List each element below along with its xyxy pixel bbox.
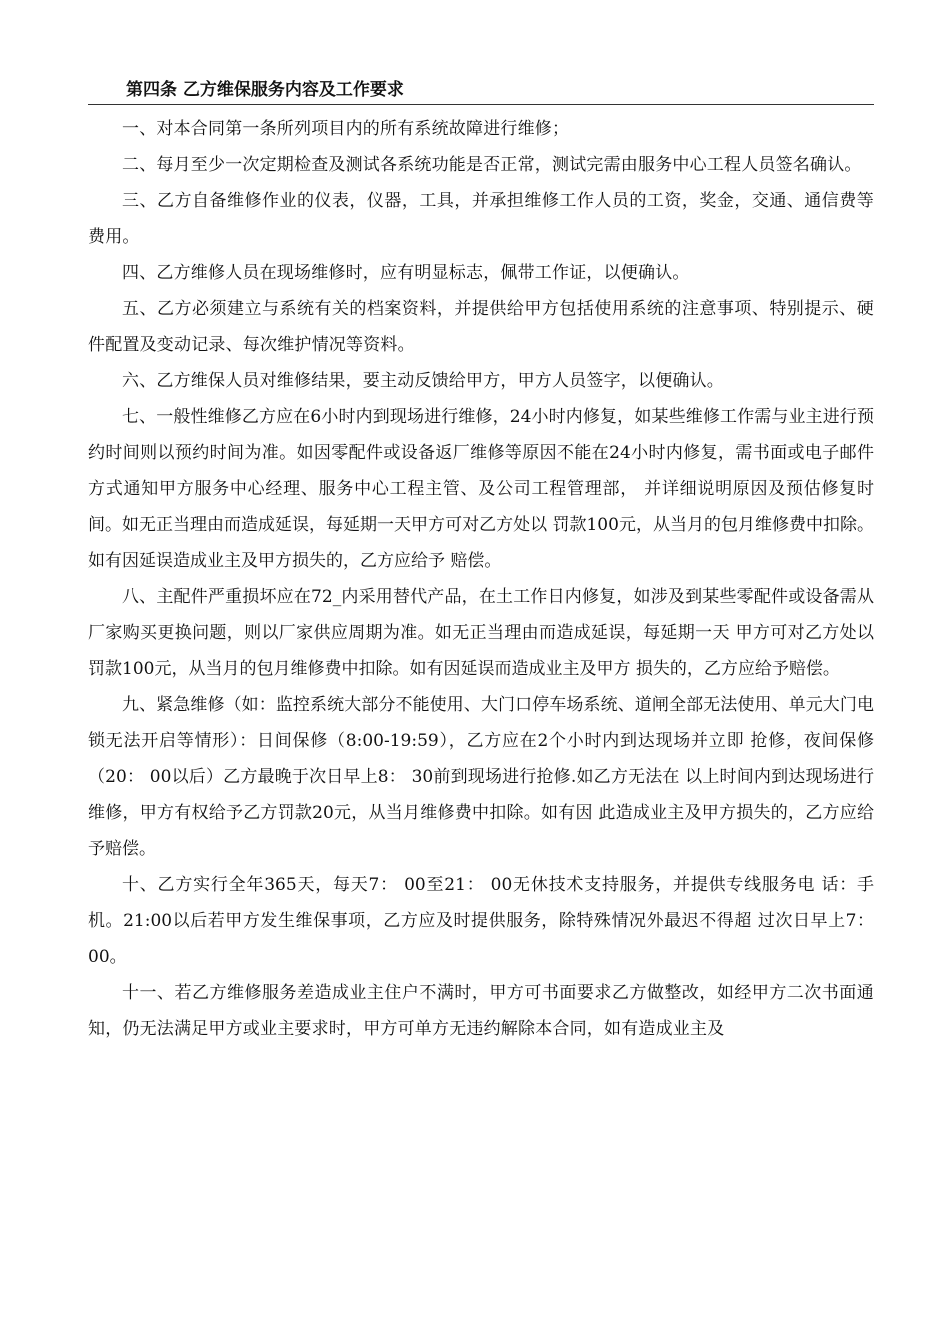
clause-6: 六、乙方维保人员对维修结果，要主动反馈给甲方，甲方人员签字，以便确认。 (122, 371, 724, 391)
clause-4: 四、乙方维修人员在现场维修时，应有明显标志，佩带工作证，以便确认。 (122, 263, 690, 283)
clause-2: 二、每月至少一次定期检查及测试各系统功能是否正常，测试完需由服务中心工程人员签名确认。 (122, 155, 862, 175)
clause-1: 一、对本合同第一条所列项目内的所有系统故障进行维修； (122, 119, 570, 139)
clause-8: 八、主配件严重损坏应在72_内采用替代产品，在土工作日内修复，如涉及到某些零配件或设备需从厂家购买更换问题，则以厂家供应周期为准。如无正当理由而造成延误，每延期一天 甲方可对乙方处以罚款100元，从当月的包月维修费中扣除。如有因延误而造成业主及甲方 损失的，乙方应给予赔偿。 (88, 587, 874, 679)
section-heading: 第四条 乙方维保服务内容及工作要求 (88, 76, 874, 105)
clause-9: 九、紧急维修（如：监控系统大部分不能使用、大门口停车场系统、道闸全部无法使用、单元大门电锁无法开启等情形）：日间保修（8:00-19:59），乙方应在2个小时内到达现场并立即 抢修，夜间保修（20： 00以后）乙方最晚于次日早上8： 30前到现场进行抢修.如乙方无法在 以上时间内到达现场进行维修，甲方有权给予乙方罚款20元，从当月维修费中扣除。如有因 此造成业主及甲方损失的，乙方应给予赔偿。 (88, 695, 874, 859)
clause-10: 十、乙方实行全年365天，每天7： 00至21： 00无休技术支持服务，并提供专线服务电 话：手机。21:00以后若甲方发生维保事项，乙方应及时提供服务，除特殊情况外最迟不得超 过次日早上7： 00。 (88, 875, 874, 967)
document-page (88, 76, 874, 1047)
clause-5: 五、乙方必须建立与系统有关的档案资料，并提供给甲方包括使用系统的注意事项、特别提示、硬件配置及变动记录、每次维护情况等资料。 (88, 299, 874, 355)
clause-7: 七、一般性维修乙方应在6小时内到现场进行维修，24小时内修复，如某些维修工作需与业主进行预约时间则以预约时间为准。如因零配件或设备返厂维修等原因不能在24小时内修复，需书面或电子邮件方式通知甲方服务中心经理、服务中心工程主管、及公司工程管理部， 并详细说明原因及预估修复时间。如无正当理由而造成延误，每延期一天甲方可对乙方处以 罚款100元，从当月的包月维修费中扣除。如有因延误造成业主及甲方损失的，乙方应给予 赔偿。 (88, 407, 874, 571)
clause-11: 十一、若乙方维修服务差造成业主住户不满时，甲方可书面要求乙方做整改，如经甲方二次书面通知，仍无法满足甲方或业主要求时，甲方可单方无违约解除本合同，如有造成业主及 (88, 983, 874, 1039)
clause-3: 三、乙方自备维修作业的仪表，仪器，工具，并承担维修工作人员的工资，奖金，交通、通信费等费用。 (88, 191, 874, 247)
